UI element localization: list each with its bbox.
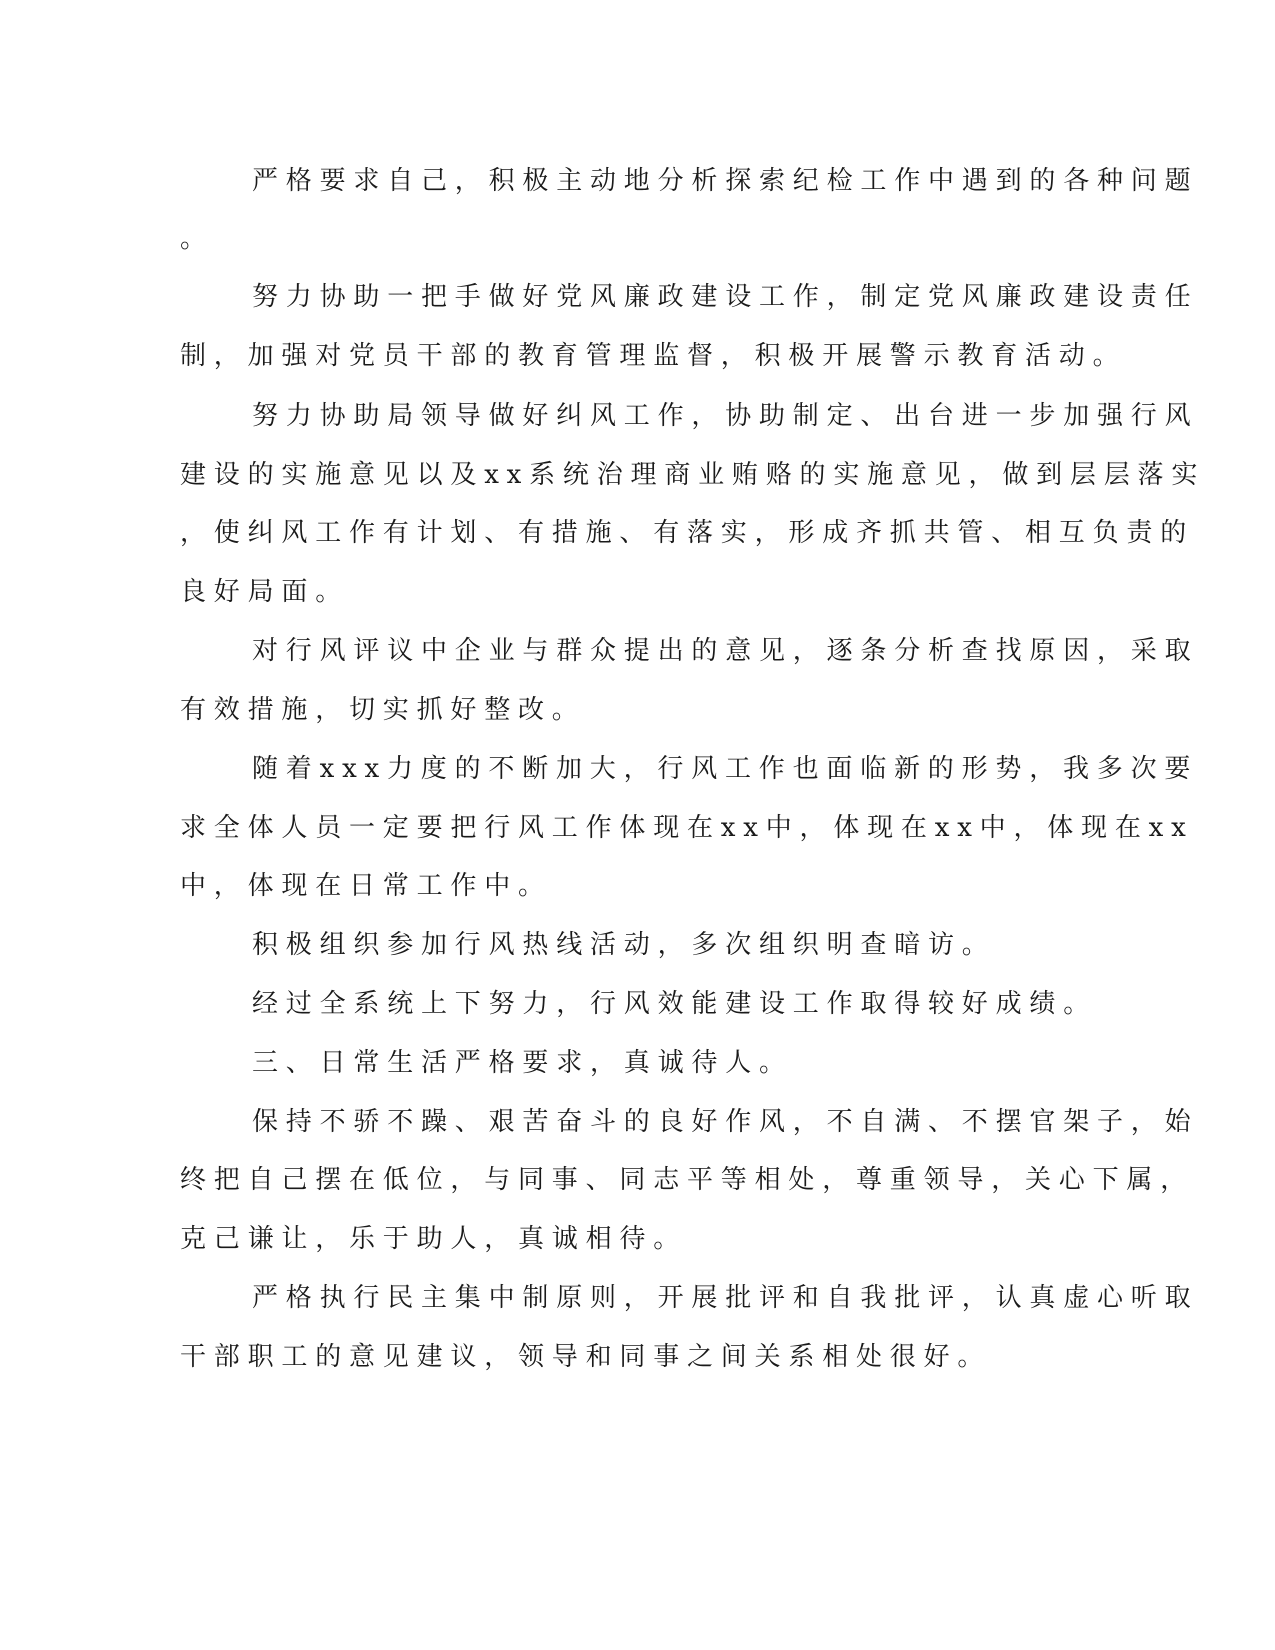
text-line: 。 (180, 224, 214, 254)
section-heading: 三、日常生活严格要求，真诚待人。 (252, 1048, 793, 1078)
text-line: 终把自己摆在低位，与同事、同志平等相处，尊重领导，关心下属， (180, 1165, 1195, 1195)
text-line: 建设的实施意见以及xx系统治理商业贿赂的实施意见，做到层层落实 (180, 460, 1206, 490)
text-line: 中，体现在日常工作中。 (180, 871, 552, 901)
text-line: 良好局面。 (180, 577, 350, 607)
text-line: 努力协助一把手做好党风廉政建设工作，制定党风廉政建设责任 (252, 282, 1199, 312)
text-line: 对行风评议中企业与群众提出的意见，逐条分析查找原因，采取 (252, 636, 1199, 666)
text-line: 积极组织参加行风热线活动，多次组织明查暗访。 (252, 930, 996, 960)
text-line: 制，加强对党员干部的教育管理监督，积极开展警示教育活动。 (180, 341, 1127, 371)
text-line: 随着xxx力度的不断加大，行风工作也面临新的形势，我多次要 (252, 754, 1199, 784)
text-line: 保持不骄不躁、艰苦奋斗的良好作风，不自满、不摆官架子，始 (252, 1107, 1199, 1137)
text-line: ，使纠风工作有计划、有措施、有落实，形成齐抓共管、相互负责的 (180, 518, 1195, 548)
text-line: 有效措施，切实抓好整改。 (180, 695, 586, 725)
text-line: 克己谦让，乐于助人，真诚相待。 (180, 1224, 688, 1254)
text-line: 努力协助局领导做好纠风工作，协助制定、出台进一步加强行风 (252, 401, 1199, 431)
text-line: 干部职工的意见建议，领导和同事之间关系相处很好。 (180, 1342, 992, 1372)
text-line: 求全体人员一定要把行风工作体现在xx中，体现在xx中，体现在xx (180, 813, 1194, 843)
text-line: 严格执行民主集中制原则，开展批评和自我批评，认真虚心听取 (252, 1283, 1199, 1313)
text-line: 严格要求自己，积极主动地分析探索纪检工作中遇到的各种问题 (252, 166, 1199, 196)
text-line: 经过全系统上下努力，行风效能建设工作取得较好成绩。 (252, 989, 1098, 1019)
